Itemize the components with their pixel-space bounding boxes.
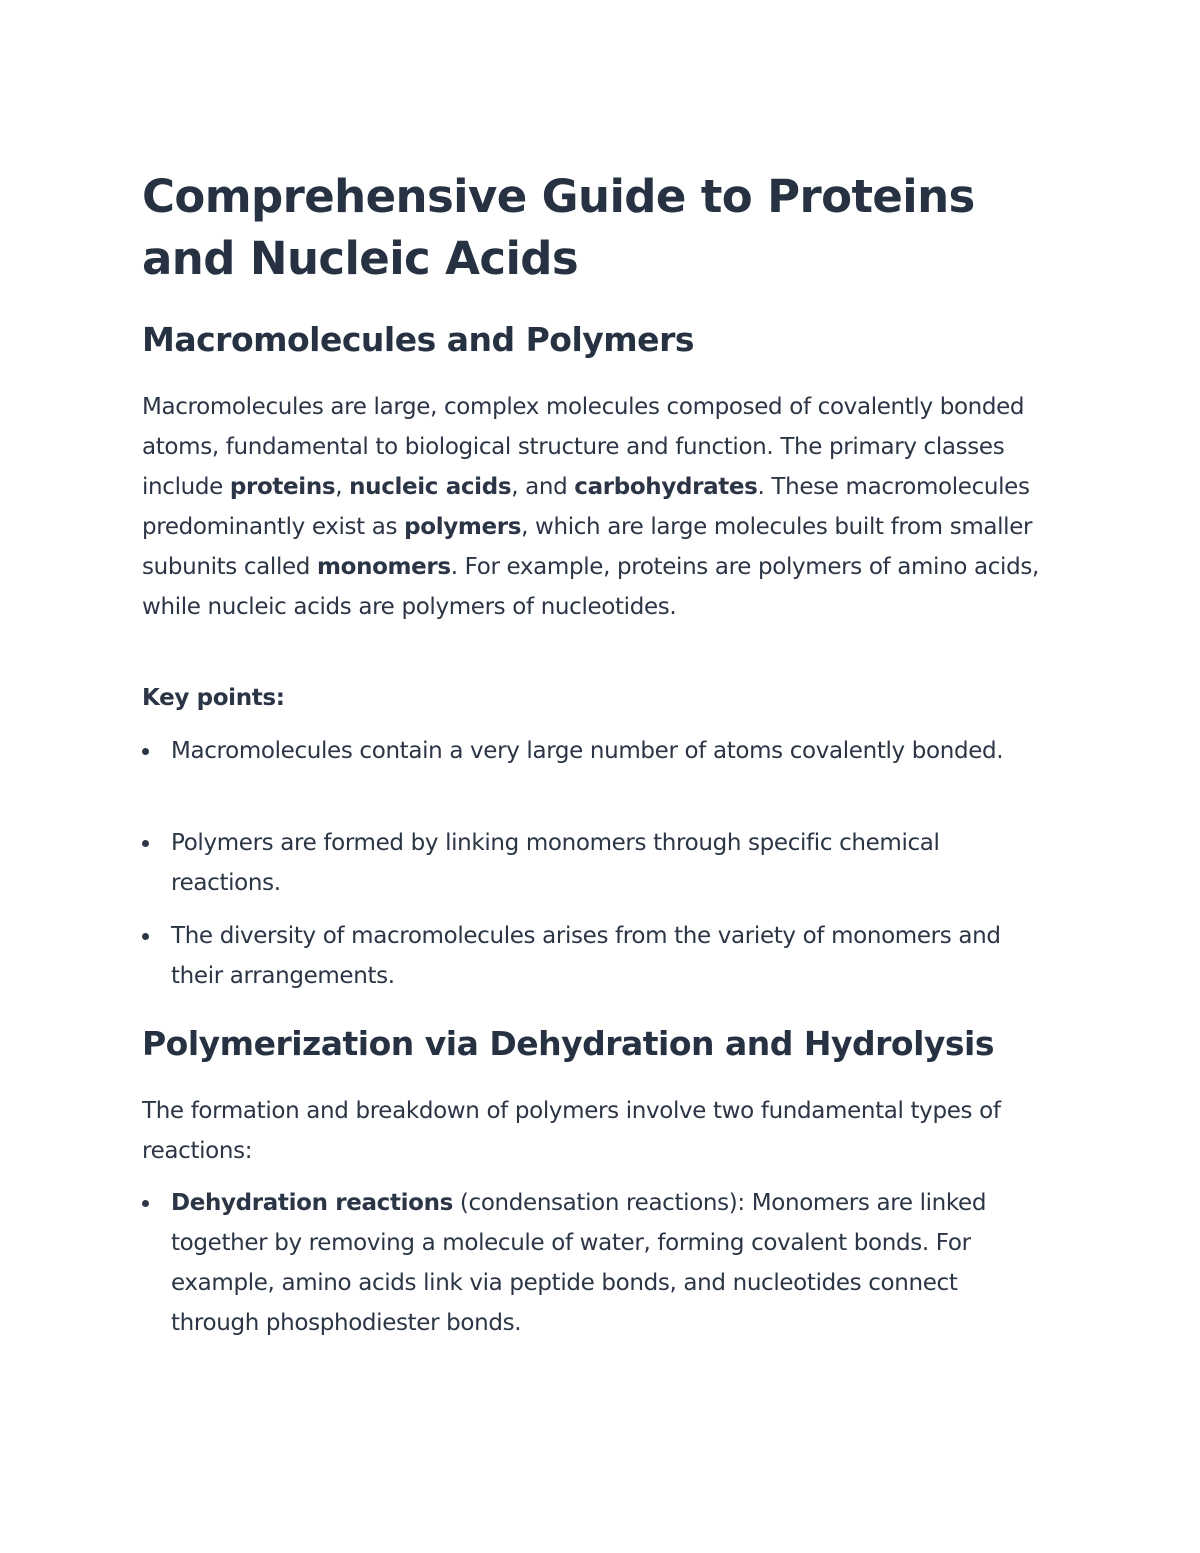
term-polymers: polymers <box>404 514 522 540</box>
document-title: Comprehensive Guide to Proteins and Nucleic Acids <box>142 170 975 285</box>
list-item-detail: (condensation reactions): Monomers are linked together by removing a molecule of water, forming covalent bonds. For example, amino acids link via peptide bonds, and nucleotides connect through phosphodiester bonds. <box>171 1190 987 1336</box>
term-proteins: proteins <box>229 474 336 500</box>
paragraph-text: , and <box>511 474 575 500</box>
term-dehydration-reactions: Dehydration reactions <box>171 1190 453 1216</box>
paragraph-macromolecules <box>142 387 1052 627</box>
paragraph-polymerization-intro: The formation and breakdown of polymers involve two fundamental types of reactions: <box>142 1098 1001 1164</box>
paragraph-text: , which are large molecules built from smaller subunits called <box>142 514 1033 580</box>
list-item-text: Polymers are formed by linking monomers through specific chemical reactions. <box>171 830 940 896</box>
paragraph-text: , <box>335 474 350 500</box>
key-points-label: Key points: <box>142 685 285 711</box>
section-heading-macromolecules: Macromolecules and Polymers <box>142 320 694 359</box>
bullet-icon <box>142 933 149 940</box>
bullet-icon <box>142 1200 149 1207</box>
paragraph-text: . These macromolecules predominantly exist as <box>142 474 1030 540</box>
section-heading-polymerization: Polymerization via Dehydration and Hydrolysis <box>142 1024 994 1063</box>
list-item-text: Macromolecules contain a very large number of atoms covalently bonded. <box>171 738 1004 764</box>
paragraph-text: Macromolecules are large, complex molecules composed of covalently bonded atoms, fundamental to biological structure and function. The primary classes include <box>142 394 1025 500</box>
term-carbohydrates: carbohydrates <box>574 474 758 500</box>
list-item-text: The diversity of macromolecules arises from the variety of monomers and their arrangements. <box>171 923 1001 989</box>
term-nucleic-acids: nucleic acids <box>349 474 512 500</box>
paragraph-text: . For example, proteins are polymers of amino acids, while nucleic acids are polymers of nucleotides. <box>142 554 1039 620</box>
bullet-icon <box>142 748 149 755</box>
bullet-icon <box>142 840 149 847</box>
term-monomers: monomers <box>317 554 451 580</box>
list-item-text <box>171 1183 1051 1343</box>
